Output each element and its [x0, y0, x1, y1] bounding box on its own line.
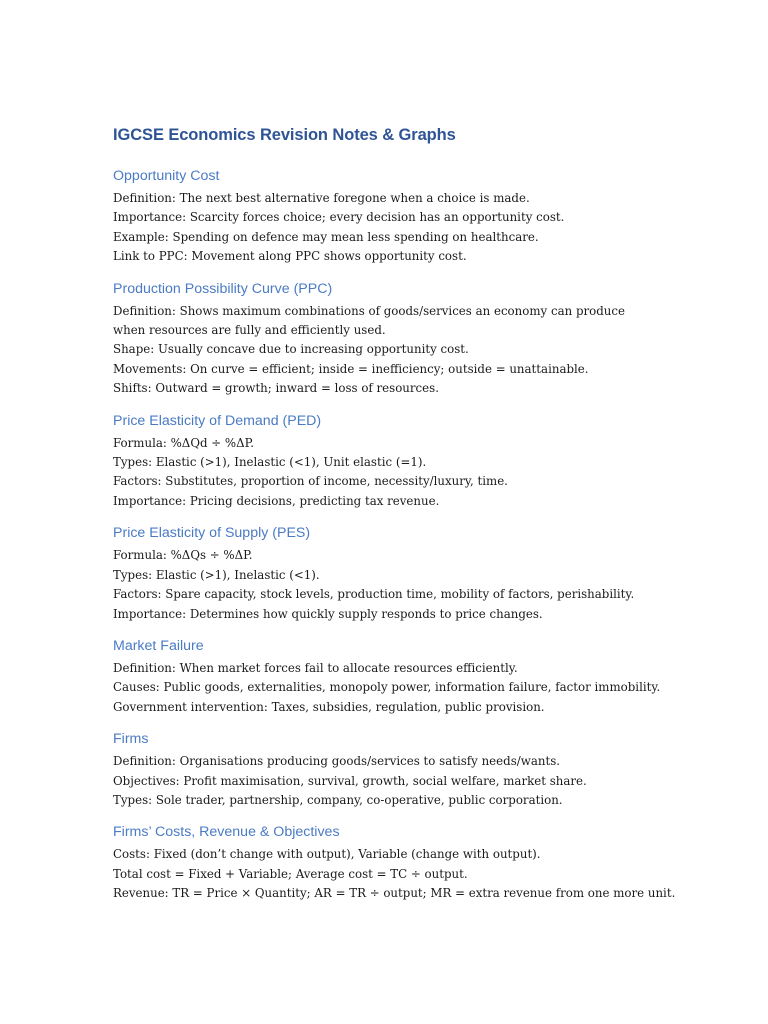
text-line: Link to PPC: Movement along PPC shows opportunity cost. — [113, 249, 467, 264]
text-line: Types: Elastic (>1), Inelastic (<1), Unit elastic (=1). — [113, 455, 427, 470]
text-line: Importance: Scarcity forces choice; every decision has an opportunity cost. — [113, 210, 565, 225]
text-line: when resources are fully and efficiently used. — [113, 323, 386, 338]
section-heading: Market Failure — [113, 637, 204, 654]
text-line: Definition: Shows maximum combinations of goods/services an economy can produce — [113, 303, 625, 318]
text-line: Definition: Organisations producing goods/services to satisfy needs/wants. — [113, 754, 560, 769]
text-line: Importance: Pricing decisions, predicting tax revenue. — [113, 493, 440, 508]
section-firms-costs — [113, 822, 733, 903]
text-line: Types: Sole trader, partnership, company, co-operative, public corporation. — [113, 792, 563, 807]
section-heading: Opportunity Cost — [113, 168, 220, 184]
text-line: Types: Elastic (>1), Inelastic (<1). — [113, 567, 320, 582]
section-pes — [113, 523, 733, 624]
section-heading: Price Elasticity of Demand (PED) — [113, 412, 322, 429]
text-line: Objectives: Profit maximisation, survival, growth, social welfare, market share. — [113, 773, 587, 788]
text-line: Example: Spending on defence may mean less spending on healthcare. — [113, 229, 539, 244]
section-market-failure — [113, 636, 733, 717]
section-heading: Price Elasticity of Supply (PES) — [113, 525, 311, 542]
text-line: Shifts: Outward = growth; inward = loss of resources. — [113, 381, 439, 396]
section-ppc — [113, 279, 733, 399]
section-heading: Production Possibility Curve (PPC) — [113, 280, 333, 297]
text-line: Causes: Public goods, externalities, monopoly power, information failure, factor immobility. — [113, 680, 661, 695]
text-line: Shape: Usually concave due to increasing opportunity cost. — [113, 342, 469, 357]
text-line: Movements: On curve = efficient; inside = inefficiency; outside = unattainable. — [113, 361, 589, 376]
text-line: Government intervention: Taxes, subsidies, regulation, public provision. — [113, 699, 545, 714]
section-opportunity-cost — [113, 166, 733, 267]
text-line: Factors: Spare capacity, stock levels, production time, mobility of factors, perishability. — [113, 587, 635, 602]
text-line: Costs: Fixed (don’t change with output), Variable (change with output). — [113, 847, 541, 862]
text-line: Formula: %ΔQs ÷ %ΔP. — [113, 548, 253, 563]
document-page — [113, 124, 733, 916]
section-heading: Firms — [113, 731, 149, 748]
text-line: Definition: The next best alternative foregone when a choice is made. — [113, 191, 530, 205]
section-heading: Firms’ Costs, Revenue & Objectives — [113, 824, 340, 841]
section-firms — [113, 729, 733, 810]
text-line: Factors: Substitutes, proportion of income, necessity/luxury, time. — [113, 474, 508, 489]
section-ped — [113, 411, 733, 512]
text-line: Importance: Determines how quickly supply responds to price changes. — [113, 606, 543, 621]
text-line: Definition: When market forces fail to allocate resources efficiently. — [113, 660, 518, 675]
text-line: Formula: %ΔQd ÷ %ΔP. — [113, 435, 254, 450]
text-line: Revenue: TR = Price × Quantity; AR = TR ÷ output; MR = extra revenue from one more unit. — [113, 886, 676, 901]
document-title: IGCSE Economics Revision Notes & Graphs — [113, 126, 456, 144]
text-line: Total cost = Fixed + Variable; Average cost = TC ÷ output. — [113, 866, 468, 881]
